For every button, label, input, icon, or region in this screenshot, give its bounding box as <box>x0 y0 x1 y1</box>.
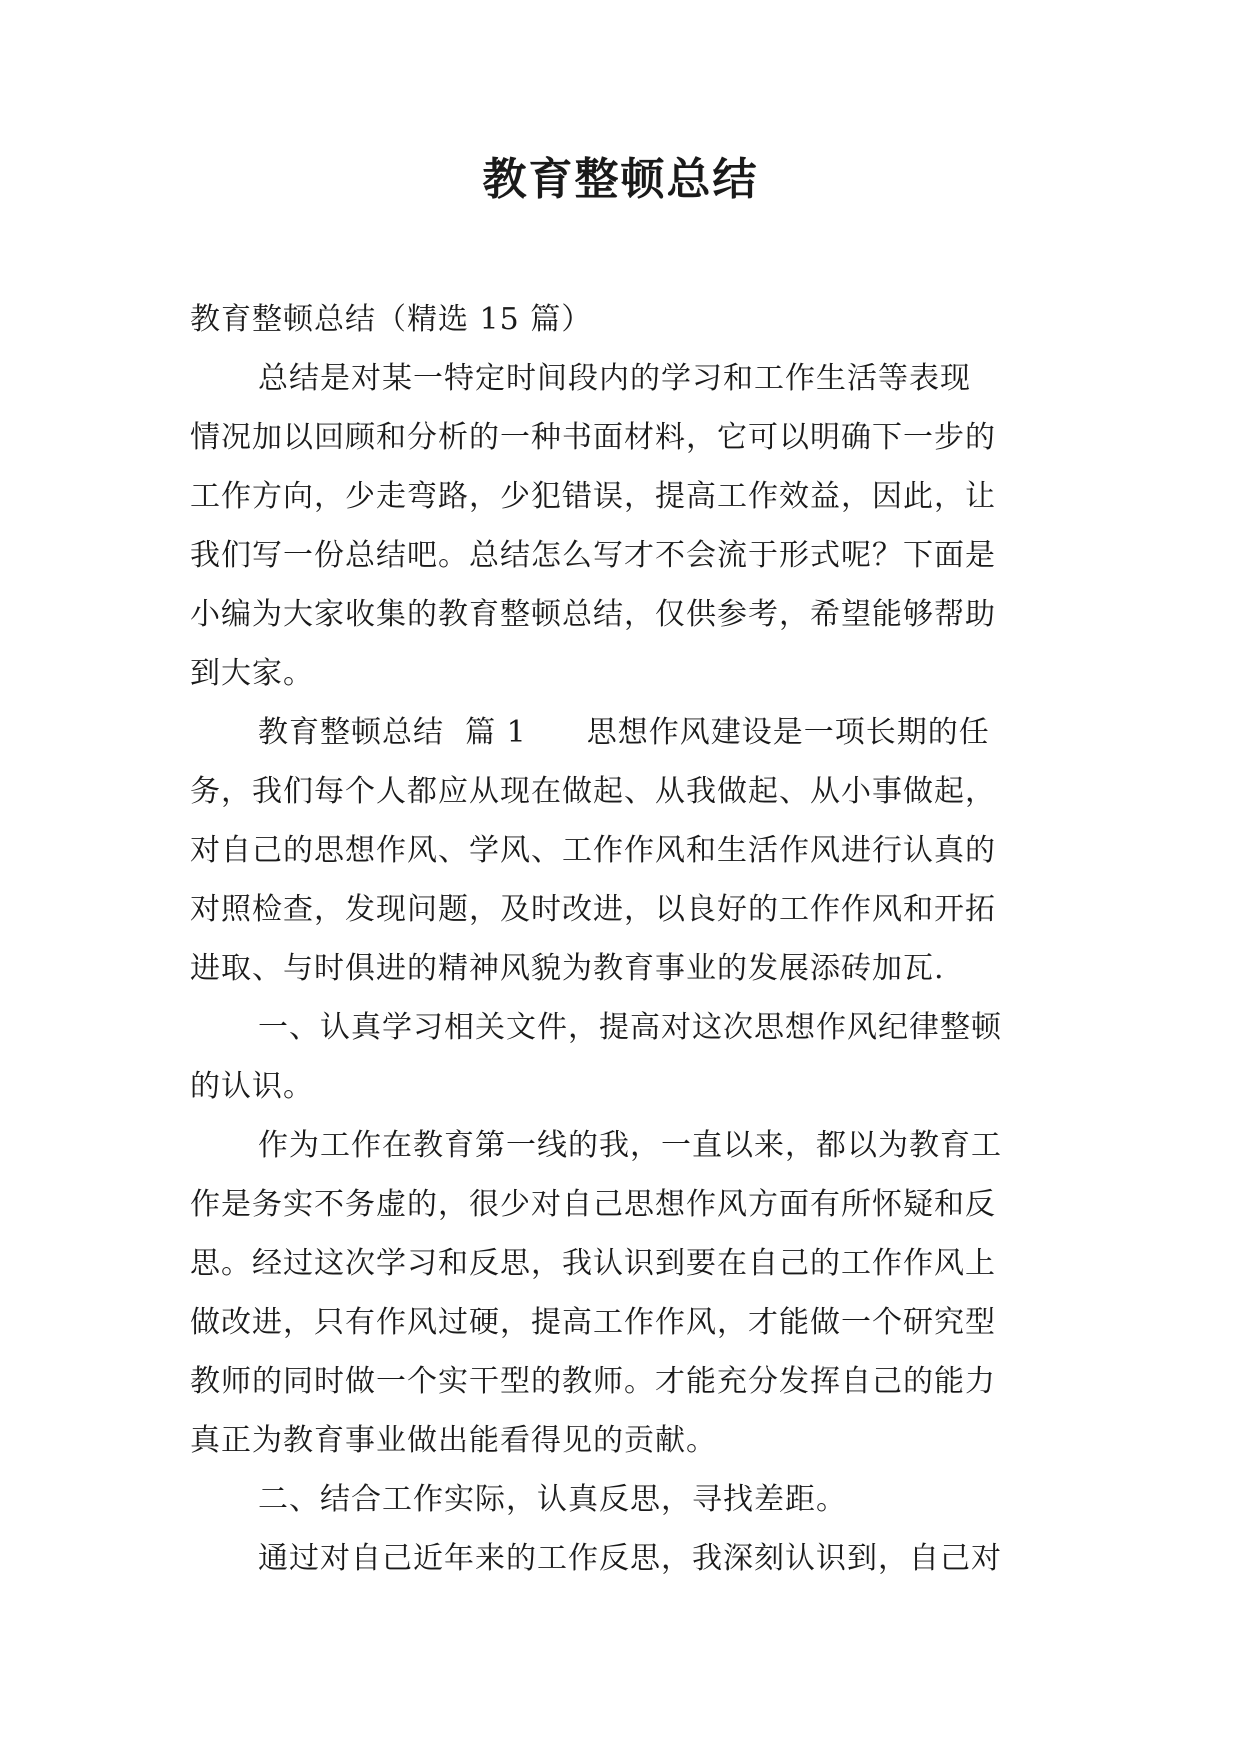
paragraph-line: 小编为大家收集的教育整顿总结，仅供参考，希望能够帮助 <box>190 597 996 632</box>
paragraph-line: 通过对自己近年来的工作反思，我深刻认识到，自己对 <box>258 1541 1002 1576</box>
paragraph-line: 到大家。 <box>190 656 314 691</box>
paragraph-line: 对照检查，发现问题，及时改进，以良好的工作作风和开拓 <box>190 892 996 927</box>
paragraph-line: 对自己的思想作风、学风、工作作风和生活作风进行认真的 <box>190 833 996 868</box>
paragraph-line: 一、认真学习相关文件，提高对这次思想作风纪律整顿 <box>258 1010 1002 1045</box>
subtitle-line: 教育整顿总结（精选 15 篇） <box>190 302 593 337</box>
paragraph-line: 总结是对某一特定时间段内的学习和工作生活等表现 <box>258 361 971 396</box>
paragraph-line: 情况加以回顾和分析的一种书面材料，它可以明确下一步的 <box>190 420 996 455</box>
paragraph-line: 务，我们每个人都应从现在做起、从我做起、从小事做起， <box>190 774 996 809</box>
section-heading: 教育整顿总结 <box>258 715 444 750</box>
section-heading-line <box>190 703 1050 762</box>
paragraph-line: 作是务实不务虚的，很少对自己思想作风方面有所怀疑和反 <box>190 1187 996 1222</box>
paragraph-line: 做改进，只有作风过硬，提高工作作风，才能做一个研究型 <box>190 1305 996 1340</box>
paragraph-line: 教师的同时做一个实干型的教师。才能充分发挥自己的能力 <box>190 1364 996 1399</box>
paragraph-line: 工作方向，少走弯路，少犯错误，提高工作效益，因此，让 <box>190 479 996 514</box>
paragraph-line: 思。经过这次学习和反思，我认识到要在自己的工作作风上 <box>190 1246 996 1281</box>
paragraph-text: 思想作风建设是一项长期的任 <box>586 715 990 750</box>
section-number: 篇 1 <box>465 715 527 750</box>
paragraph-line: 二、结合工作实际，认真反思，寻找差距。 <box>258 1482 847 1517</box>
document-body <box>190 290 1050 1588</box>
paragraph-line: 真正为教育事业做出能看得见的贡献。 <box>190 1423 717 1458</box>
paragraph-line: 作为工作在教育第一线的我，一直以来，都以为教育工 <box>258 1128 1002 1163</box>
paragraph-line: 的认识。 <box>190 1069 314 1104</box>
paragraph-line: 进取、与时俱进的精神风貌为教育事业的发展添砖加瓦. <box>190 951 945 986</box>
document-title: 教育整顿总结 <box>482 154 759 205</box>
paragraph-line: 我们写一份总结吧。总结怎么写才不会流于形式呢？下面是 <box>190 538 996 573</box>
